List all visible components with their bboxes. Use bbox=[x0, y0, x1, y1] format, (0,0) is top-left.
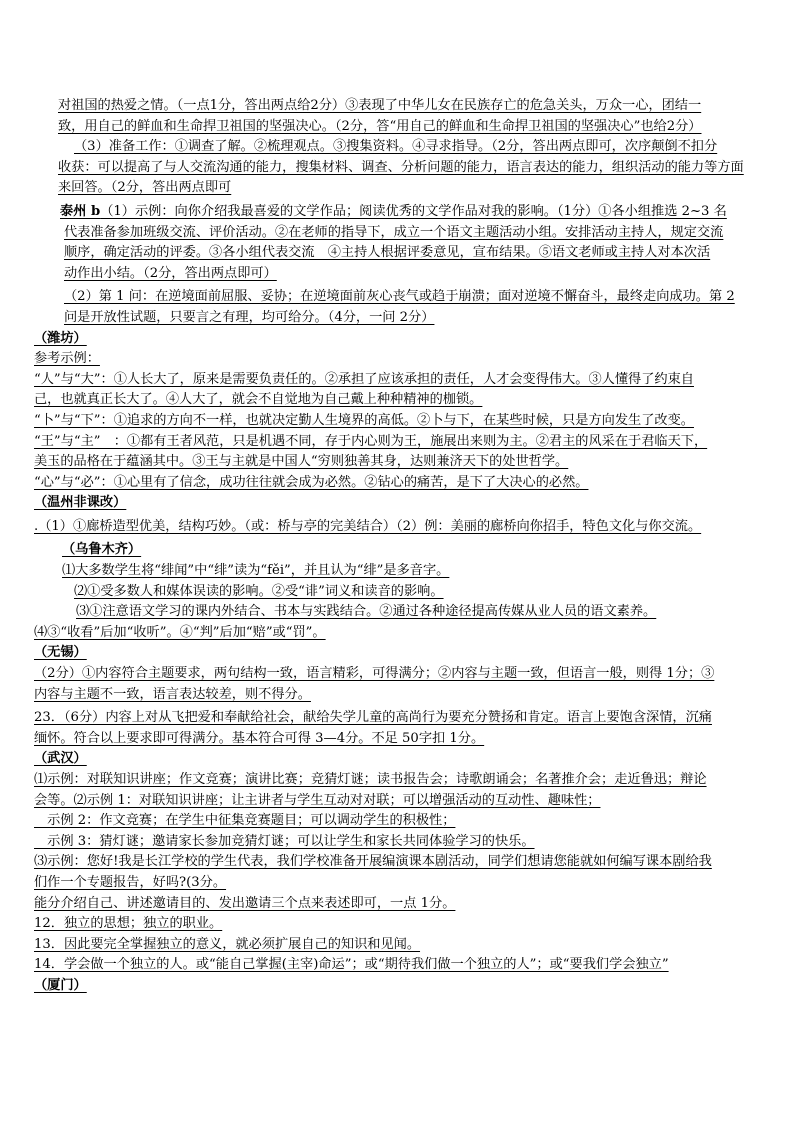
answer-line bbox=[34, 202, 760, 223]
answer-line: 参考示例： bbox=[34, 351, 100, 367]
answer-line: 美玉的品格在于蕴涵其中。③王与主就是中国人“穷则独善其身，达则兼济天下的处世哲学。 bbox=[34, 454, 569, 470]
section-heading: （无锡） bbox=[34, 645, 87, 661]
answer-line: “人”与“大”：①人长大了，原来是需要负责任的。②承担了应该承担的责任，人才会变得伟大。③人懂得了约束自 bbox=[34, 371, 694, 387]
answer-line: 们作一个专题报告，好吗?(3分。 bbox=[34, 874, 227, 890]
answer-line: 对祖国的热爱之情。（一点1分，答出两点给2分）③表现了中华儿女在民族存亡的危急关头，万众一心，团结一 bbox=[58, 98, 702, 113]
section-heading: （武汉） bbox=[34, 751, 87, 767]
answer-text: （1）示例：向你介绍我最喜爱的文学作品；阅读优秀的文学作品对我的影响。（1分）①各小组推选 2~3 名 bbox=[100, 203, 727, 219]
answer-line: ⑶示例：您好!我是长江学校的学生代表，我们学校准备开展编演课本剧活动，同学们想请您能就如何编写课本剧给我 bbox=[34, 854, 712, 870]
answer-line: 来回答。（2分，答出两点即可 bbox=[58, 180, 232, 196]
answer-line: 13．因此要完全掌握独立的意义，就必须扩展自己的知识和见闻。 bbox=[34, 936, 421, 952]
answer-line: 动作出小结。（2分，答出两点即可） bbox=[64, 265, 277, 281]
section-heading: （厦门） bbox=[34, 977, 87, 993]
answer-line: （3）准备工作：①调查了解。②梳理观点。③搜集资料。④寻求指导。（2分，答出两点即可，次序颠倒不扣分 bbox=[74, 139, 718, 155]
answer-line: 示例 3：猜灯谜；邀请家长参加竞猜灯谜；可以让学生和家长共同体验学习的快乐。 bbox=[34, 833, 535, 849]
answer-line: .（1）①廊桥造型优美，结构巧妙。（或：桥与亭的完美结合）（2）例：美丽的廊桥向你招手，特色文化与你交流。 bbox=[34, 518, 702, 534]
answer-line: 会等。⑵示例 1：对联知识讲座；让主讲者与学生互动对对联；可以增强活动的互动性、趣味性； bbox=[34, 792, 601, 808]
answer-line: 致，用自己的鲜血和生命捍卫祖国的坚强决心。（2分，答“用自己的鲜血和生命捍卫祖国的坚强决心”也给2分） bbox=[58, 118, 702, 134]
answer-line: （2）第 1 问：在逆境面前屈服、妥协；在逆境面前灰心丧气或趋于崩溃；面对逆境不懈奋斗，最终走向成功。第 2 bbox=[64, 289, 735, 305]
answer-line: “王”与“主” ：①都有王者风范，只是机遇不同，存于内心则为王，施展出来则为主。②君主的风采在于君临天下， bbox=[34, 433, 708, 449]
answer-line: 己，也就真正长大了。④人大了，就会不自觉地为自己戴上种种精神的枷锁。 bbox=[34, 392, 483, 408]
region-tag: 泰州 b bbox=[60, 203, 101, 219]
answer-line: ⑴示例：对联知识讲座；作文竞赛；演讲比赛；竞猜灯谜；读书报告会；诗歌朗诵会；名著推介会；走近鲁迅；辩论 bbox=[34, 772, 707, 787]
answer-line: ⑷③“收看”后加“收听”。④“判”后加“赔”或“罚”。 bbox=[34, 624, 326, 640]
answer-key-text bbox=[34, 96, 760, 997]
answer-line: ⑵①受多数人和媒体误读的影响。②受“诽”词义和读音的影响。 bbox=[74, 583, 444, 599]
answer-line: 顺序，确定活动的评委。③各小组代表交流 ④主持人根据评委意见，宣布结果。⑤语文老师或主持人对本次活 bbox=[64, 245, 711, 261]
answer-line: 23．（6分）内容上对从飞把爱和奉献给社会，献给失学儿童的高尚行为要充分赞扬和肯定。语言上要饱含深情，沉痛 bbox=[34, 710, 712, 726]
answer-line: 14．学会做一个独立的人。或“能自己掌握(主宰)命运”；或“期待我们做一个独立的人”；或“要我们学会独立” bbox=[34, 957, 669, 973]
answer-line: 收获：可以提高了与人交流沟通的能力，搜集材料、调查、分析问题的能力，语言表达的能力，组织活动的能力等方面 bbox=[58, 159, 744, 175]
answer-line: （2分）①内容符合主题要求，两句结构一致，语言精彩，可得满分；②内容与主题一致，但语言一般，则得 1分；③ bbox=[34, 666, 715, 682]
answer-line: 问是开放性试题，只要言之有理，均可给分。（4分，一问 2分） bbox=[64, 309, 435, 325]
section-heading: （乌鲁木齐） bbox=[62, 542, 142, 558]
section-heading: （温州非课改） bbox=[34, 495, 127, 511]
answer-line: 12．独立的思想；独立的职业。 bbox=[34, 916, 223, 932]
section-heading: （潍坊） bbox=[34, 330, 87, 346]
answer-line: ⑴大多数学生将“绯闻”中“绯”读为“fěi”，并且认为“绯”是多音字。 bbox=[62, 563, 450, 579]
answer-line: 示例 2：作文竞赛；在学生中征集竞赛题目；可以调动学生的积极性； bbox=[34, 813, 456, 829]
answer-line: “心”与“必”：①心里有了信念，成功往往就会成为必然。②钻心的痛苦，是下了大决心的必然。 bbox=[34, 474, 589, 490]
answer-line: 代表准备参加班级交流、评价活动。②在老师的指导下，成立一个语文主题活动小组。安排活动主持人，规定交流 bbox=[64, 224, 724, 240]
answer-line: “卜”与“下”：①追求的方向不一样，也就决定勤人生境界的高低。②卜与下，在某些时候，只是方向发生了改变。 bbox=[34, 412, 694, 428]
answer-line: ⑶①注意语文学习的课内外结合、书本与实践结合。②通过各种途径提高传媒从业人员的语文素养。 bbox=[76, 604, 657, 620]
answer-line: 能分介绍自己、讲述邀请目的、发出邀请三个点来表述即可，一点 1分。 bbox=[34, 895, 456, 911]
answer-line: 内容与主题不一致，语言表达较差，则不得分。 bbox=[34, 686, 311, 702]
answer-line: 缅怀。符合以上要求即可得满分。基本符合可得 3—4分。不足 50字扣 1分。 bbox=[34, 730, 485, 746]
